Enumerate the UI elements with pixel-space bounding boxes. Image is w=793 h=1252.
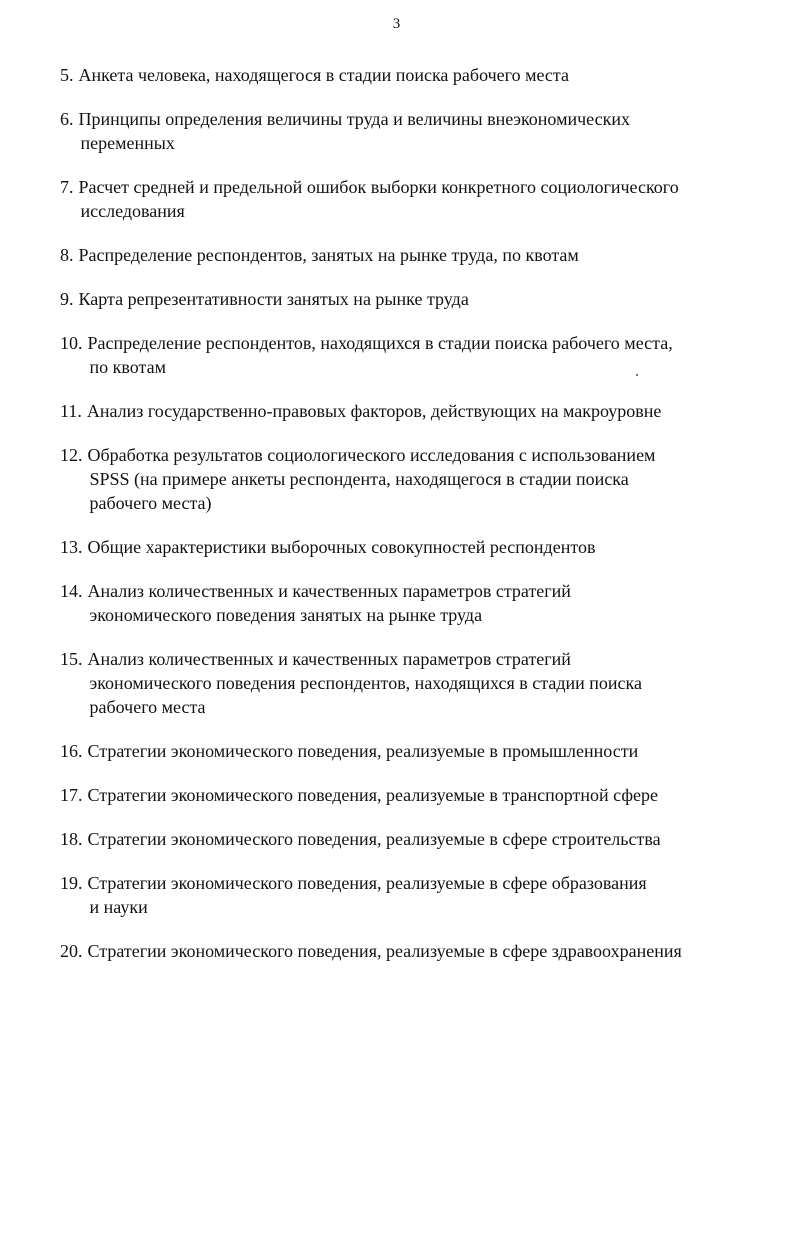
item-number: 8.	[60, 245, 74, 265]
item-text	[79, 63, 777, 87]
item-text-line: Обработка результатов социологического исследования с использованием	[87, 445, 656, 465]
item-number: 19.	[60, 873, 83, 893]
list-item	[60, 783, 776, 807]
item-text-line: Анкета человека, находящегося в стадии поиска рабочего места	[78, 65, 569, 85]
list-item	[60, 739, 776, 763]
item-text-line: Стратегии экономического поведения, реализуемые в транспортной сфере	[87, 785, 658, 805]
item-text-line: Расчет средней и предельной ошибок выборки конкретного социологического	[78, 177, 679, 197]
list-item	[60, 535, 776, 559]
item-number: 5.	[60, 65, 74, 85]
item-text	[87, 399, 776, 423]
item-number: 9.	[60, 289, 74, 309]
list-item	[60, 107, 776, 155]
item-text-line: Карта репрезентативности занятых на рынке труда	[78, 289, 469, 309]
list-item	[60, 647, 776, 719]
item-number: 12.	[60, 445, 83, 465]
item-number: 16.	[60, 741, 83, 761]
item-number: 13.	[60, 537, 83, 557]
item-text-line: Стратегии экономического поведения, реализуемые в сфере строительства	[87, 829, 661, 849]
item-text	[88, 647, 777, 719]
item-text-line: Стратегии экономического поведения, реализуемые в сфере образования	[87, 873, 647, 893]
item-text-line: по квотам	[89, 357, 166, 377]
item-text-line: Анализ количественных и качественных параметров стратегий	[87, 649, 571, 669]
page-number: 3	[392, 16, 401, 32]
item-text	[88, 535, 777, 559]
list-item	[60, 331, 776, 379]
item-text	[79, 287, 777, 311]
item-text	[88, 331, 777, 379]
item-text	[88, 443, 777, 515]
item-number: 18.	[60, 829, 83, 849]
item-text	[79, 243, 777, 267]
list-item	[60, 939, 776, 963]
item-text	[79, 175, 777, 223]
list-item	[60, 443, 776, 515]
scan-speck	[636, 374, 638, 376]
list-item	[60, 399, 776, 423]
item-text-line: рабочего места)	[89, 493, 212, 513]
item-number: 11.	[60, 401, 82, 421]
item-text-line: Общие характеристики выборочных совокупностей респондентов	[87, 537, 596, 557]
list-item	[60, 827, 776, 851]
item-text-line: Анализ количественных и качественных параметров стратегий	[87, 581, 571, 601]
list-item	[60, 579, 776, 627]
list-item	[60, 871, 776, 919]
item-text-line: экономического поведения респондентов, находящихся в стадии поиска	[89, 673, 642, 693]
item-number: 14.	[60, 581, 83, 601]
item-text	[88, 739, 777, 763]
list-item	[60, 287, 776, 311]
item-text-line: Принципы определения величины труда и величины внеэкономических	[78, 109, 630, 129]
item-number: 20.	[60, 941, 83, 961]
item-text-line: экономического поведения занятых на рынке труда	[89, 605, 483, 625]
item-number: 10.	[60, 333, 83, 353]
item-number: 17.	[60, 785, 83, 805]
item-text-line: переменных	[80, 133, 175, 153]
item-text-line: рабочего места	[89, 697, 206, 717]
item-number: 6.	[60, 109, 74, 129]
item-text-line: Распределение респондентов, находящихся в стадии поиска рабочего места,	[87, 333, 673, 353]
list-item	[60, 175, 776, 223]
item-text-line: и науки	[89, 897, 148, 917]
appendix-list	[60, 63, 776, 983]
item-text-line: Стратегии экономического поведения, реализуемые в сфере здравоохранения	[87, 941, 682, 961]
item-text-line: Анализ государственно-правовых факторов, действующих на макроуровне	[86, 401, 662, 421]
item-text-line: SPSS (на примере анкеты респондента, находящегося в стадии поиска	[89, 469, 629, 489]
item-text-line: Стратегии экономического поведения, реализуемые в промышленности	[87, 741, 639, 761]
item-text	[88, 871, 777, 919]
item-text	[79, 107, 777, 155]
item-number: 7.	[60, 177, 74, 197]
item-number: 15.	[60, 649, 83, 669]
list-item	[60, 63, 776, 87]
item-text-line: исследования	[80, 201, 185, 221]
item-text-line: Распределение респондентов, занятых на рынке труда, по квотам	[78, 245, 579, 265]
item-text	[88, 827, 777, 851]
list-item	[60, 243, 776, 267]
item-text	[88, 939, 777, 963]
item-text	[88, 579, 777, 627]
item-text	[88, 783, 777, 807]
